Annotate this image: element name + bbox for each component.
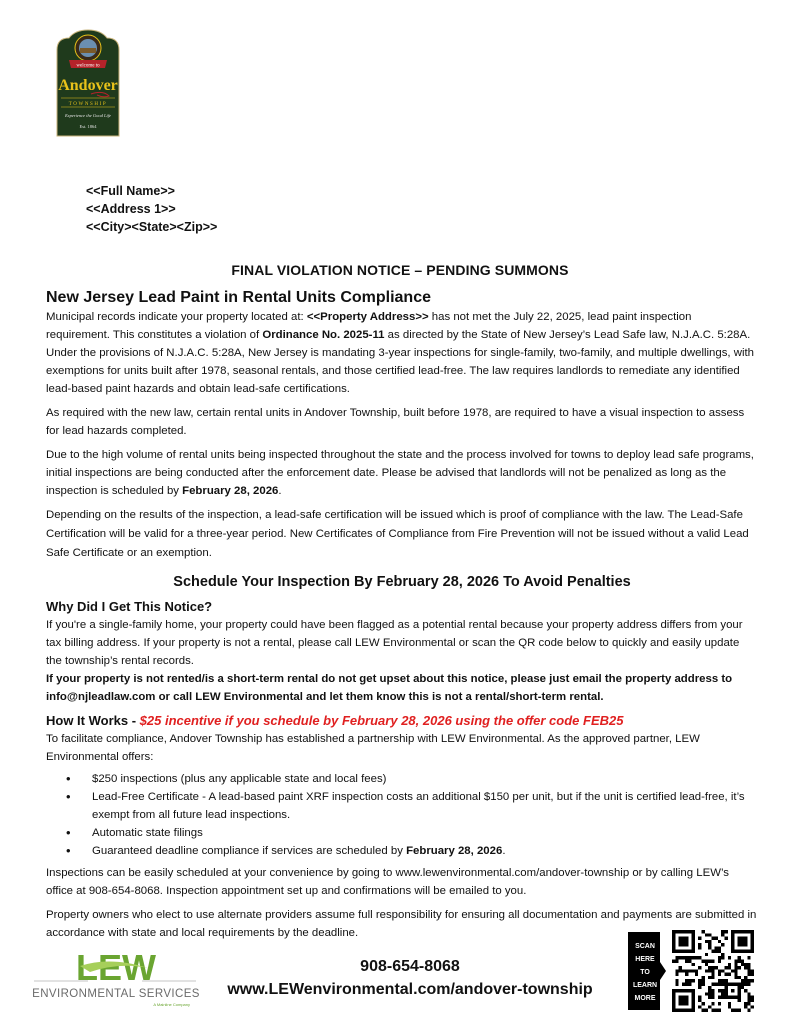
- ordinance-number: Ordinance No. 2025-11: [262, 329, 385, 341]
- scan-here-text: [628, 940, 662, 1005]
- text-run: has not met the July 22, 2025, lead paint inspection requirement. This constitutes a violation of: [46, 311, 692, 341]
- notice-title: FINAL VIOLATION NOTICE – PENDING SUMMONS: [231, 262, 569, 278]
- scan-line: LEARN: [632, 982, 658, 989]
- property-address-placeholder: <<Property Address>>: [306, 311, 429, 323]
- paragraph-partnership: To facilitate compliance, Andover Township has established a partnership with LEW Environmental. As the approved partner, LEW Environmental offers:: [46, 733, 700, 763]
- paragraph-high-volume: [46, 446, 758, 500]
- paragraph-alternate-providers: Property owners who elect to use alternate providers assume full responsibility for ensuring all documentation and payments are submitted in accordance with state and local requirements by the deadline.: [46, 909, 757, 939]
- recipient-name: <<Full Name>>: [86, 184, 175, 198]
- list-item: • Automatic state filings: [92, 824, 758, 842]
- list-item: • Lead-Free Certificate - A lead-based paint XRF inspection costs an additional $150 per unit, but if the unit is certified lead-free, it’s exempt from all future lead inspections.: [92, 788, 758, 824]
- text-run: Guaranteed deadline compliance if services are scheduled by: [92, 845, 407, 857]
- recipient-address-block: [86, 182, 217, 236]
- lew-logo-graphic: [30, 948, 200, 1018]
- paragraph-not-rented: If your property is not rented/is a short-term rental do not get upset about this notice, please just email the property address to info@njleadlaw.com or call LEW Environmental and let them know this is not a rental/short-term rental.: [46, 673, 733, 703]
- logo-tagline-text: Experience the Good Life: [64, 113, 112, 118]
- scan-line: MORE: [634, 995, 656, 1002]
- text-run: Due to the high volume of rental units being inspected throughout the state and the process involved for towns to deploy lead safe programs, initial inspections are being conducted after the enforcement date. Please be advised that landlords will not be penalized as long as the inspection is scheduled by: [46, 449, 754, 497]
- text-run: .: [278, 485, 282, 497]
- notice-body: [46, 288, 758, 942]
- why-heading: Why Did I Get This Notice?: [46, 599, 213, 614]
- deadline-date: February 28, 2026: [182, 485, 279, 497]
- paragraph-certification: Depending on the results of the inspection, a lead-safe certification will be issued which is proof of compliance with the law. The Lead-Safe Certification will be valid for a three-year period. New Certificates of Compliance from Fire Prevention will not be issued without a valid Lead Safe Certificate or an exemption.: [46, 509, 749, 559]
- text-run: as directed by the State of New Jersey’s Lead Safe law, N.J.A.C. 5:28A. Under the provisions of N.J.A.C. 5:28A, New Jersey is mandating 3-year inspections for single-family, two-family, and multiple dwellings, with exemptions for units built after 1978, seasonal rentals, and those certified lead-free. The law requires landlords to remediate any identified lead-based paint hazards and obtain lead-safe certifications.: [46, 329, 754, 395]
- list-item: [92, 842, 758, 860]
- lew-environmental-services: ENVIRONMENTAL SERVICES: [32, 988, 200, 1000]
- text-run: Municipal records indicate your property located at:: [46, 311, 307, 323]
- list-item: • $250 inspections (plus any applicable state and local fees): [92, 770, 758, 788]
- paragraph-violation: [46, 308, 758, 398]
- lew-mainline-company: A Mainline Company: [153, 1002, 190, 1007]
- scan-line: TO: [640, 969, 650, 976]
- paragraph-why: If you're a single-family home, your property could have been flagged as a potential rental because your property address differs from your tax billing address. If your property is not a rental, please call LEW Environmental or scan the QR code below to quickly and easily update the township’s rental records.: [46, 619, 743, 667]
- lew-letters: LEW: [76, 948, 156, 988]
- logo-welcome-text: welcome to: [76, 63, 100, 69]
- logo-established-text: Est. 1864: [79, 124, 97, 129]
- how-it-works-heading: [46, 712, 758, 730]
- deadline-date: February 28, 2026: [406, 845, 503, 857]
- paragraph-scheduling: Inspections can be easily scheduled at your convenience by going to www.lewenvironmental.com/andover-township or by calling LEW’s office at 908-654-8068. Inspection appointment set up and confirmations will be emailed to you.: [46, 867, 729, 897]
- andover-township-logo: [53, 28, 123, 138]
- text-run: .: [502, 845, 506, 857]
- schedule-heading: Schedule Your Inspection By February 28, 2026 To Avoid Penalties: [173, 574, 631, 590]
- footer-phone[interactable]: 908-654-8068: [360, 958, 460, 975]
- offer-incentive: $25 incentive if you schedule by February 28, 2026 using the offer code FEB25: [139, 713, 624, 728]
- logo-subtitle-text: TOWNSHIP: [68, 102, 108, 107]
- logo-name-text: Andover: [58, 77, 118, 94]
- footer-url-link[interactable]: www.LEWenvironmental.com/andover-township: [227, 981, 593, 998]
- how-heading-label: How It Works -: [46, 713, 140, 728]
- compliance-heading: New Jersey Lead Paint in Rental Units Compliance: [46, 289, 431, 306]
- paragraph-visual-inspection: As required with the new law, certain rental units in Andover Township, built before 1978, are required to have a visual inspection to assess for lead hazards completed.: [46, 407, 745, 437]
- scan-line: SCAN: [635, 943, 655, 950]
- offer-list: [46, 770, 758, 860]
- andover-logo-graphic: [53, 28, 123, 138]
- qr-code-icon[interactable]: [672, 930, 754, 1012]
- footer-contact: [200, 956, 620, 1002]
- lew-environmental-logo: [30, 948, 200, 1018]
- recipient-address-line: <<Address 1>>: [86, 202, 176, 216]
- recipient-city-state-zip: <<City><State><Zip>>: [86, 220, 218, 234]
- scan-line: HERE: [635, 956, 655, 963]
